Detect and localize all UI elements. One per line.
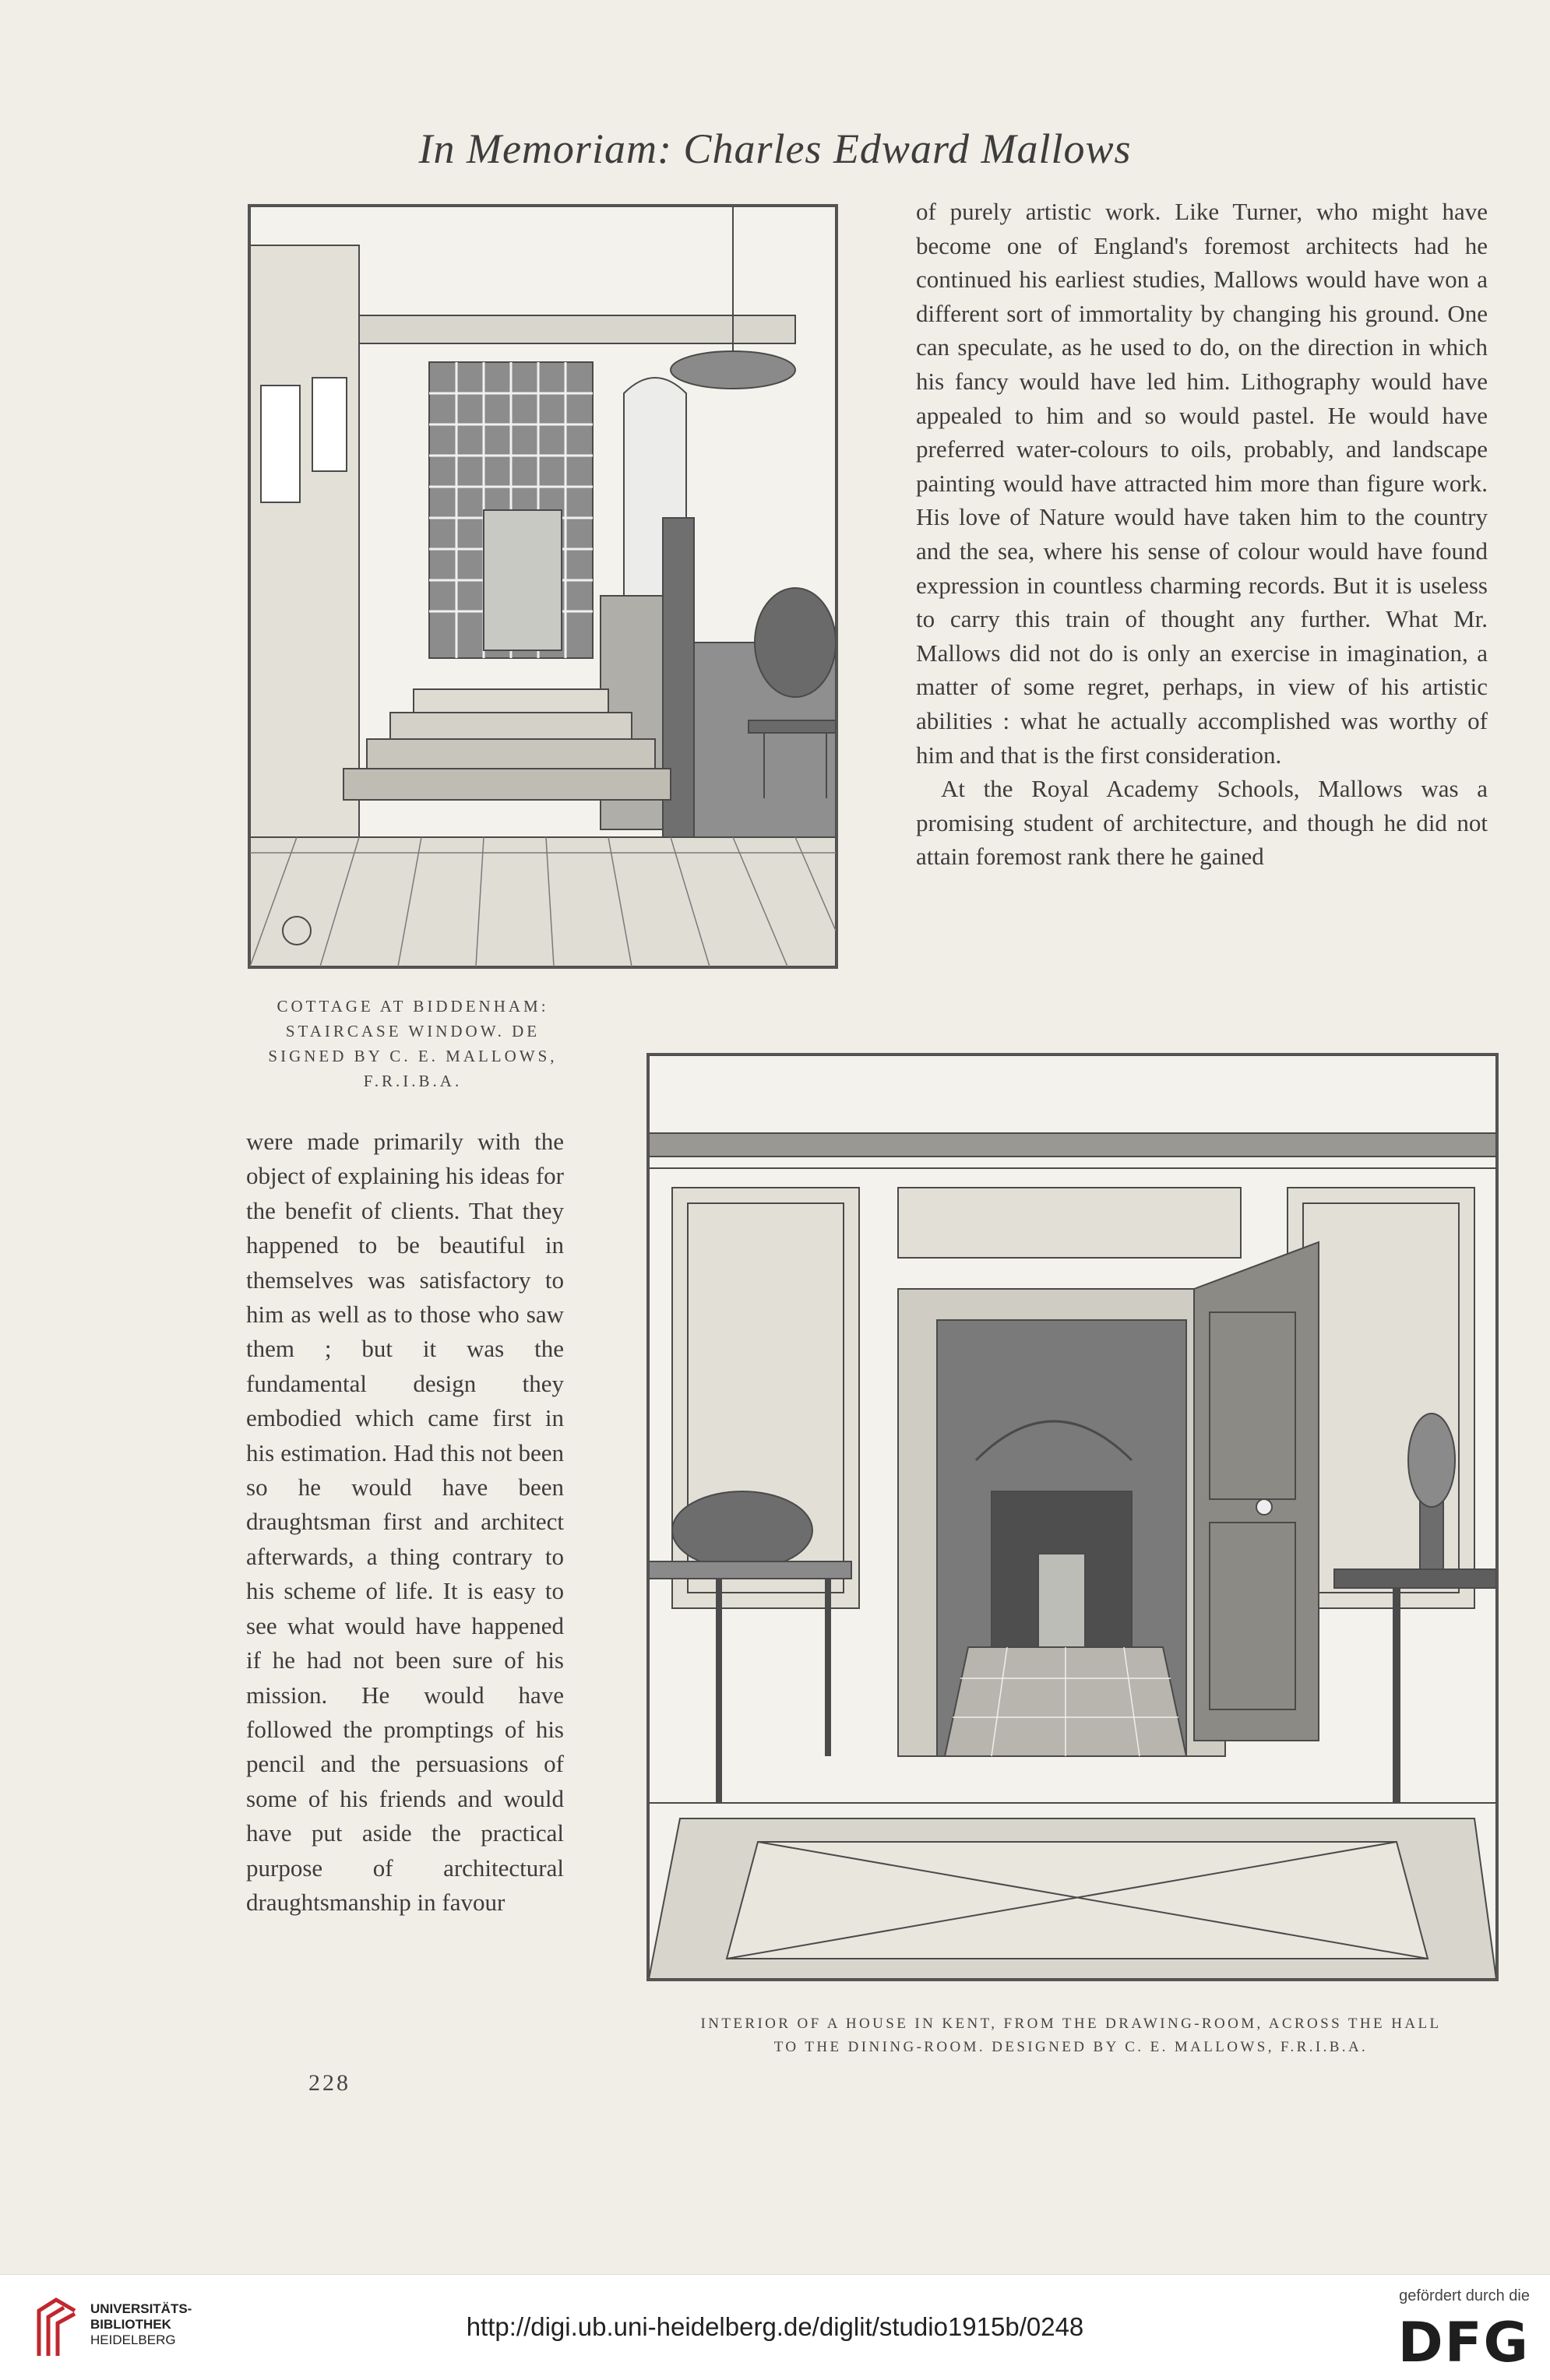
library-name-line: UNIVERSITÄTS- xyxy=(90,2301,192,2316)
caption-line: F.R.I.B.A. xyxy=(363,1072,463,1090)
body-text-left-column xyxy=(246,1125,564,1920)
staircase-window-illustration xyxy=(248,204,838,969)
body-text-right-column xyxy=(916,195,1488,874)
caption-line: STAIRCASE WINDOW. DE xyxy=(285,1022,541,1040)
dfg-logo: DFG xyxy=(1397,2311,1530,2375)
funder-label: gefördert durch die xyxy=(1399,2287,1530,2304)
caption-line: COTTAGE AT BIDDENHAM: xyxy=(277,997,549,1016)
caption-line: SIGNED BY C. E. MALLOWS, xyxy=(268,1047,558,1065)
digitization-footer xyxy=(0,2274,1550,2380)
figure-caption-interior xyxy=(639,2012,1503,2059)
caption-line: INTERIOR OF A HOUSE IN KENT, FROM THE DRAWING-ROOM, ACROSS THE HALL xyxy=(700,2016,1442,2032)
library-name-line: BIBLIOTHEK xyxy=(90,2317,171,2332)
paragraph: At the Royal Academy Schools, Mallows was a promising student of architecture, and though he did not attain foremost rank there he gained xyxy=(916,775,1488,871)
running-title: In Memoriam: Charles Edward Mallows xyxy=(418,125,1132,172)
page-number: 228 xyxy=(308,2070,351,2096)
figure-caption-staircase xyxy=(248,994,578,1093)
paragraph: were made primarily with the object of explaining his ideas for the benefit of clients. That they happened to be beautiful in themselves was satisfactory to him as well as to those who saw them ; but it was the fundamental design they embodied which came first in his estimation. Had this not been so he would have been draughtsman first and architect afterwards, a thing contrary to his scheme of life. It is easy to see what would have happened if he had not been sure of his mission. He would have followed the promptings of his pencil and the persuasions of some of his friends and would have put aside the practical purpose of architectural draughtsmanship in favour xyxy=(246,1128,564,1916)
library-name-line: HEIDELBERG xyxy=(90,2332,176,2347)
interior-house-kent-illustration xyxy=(646,1053,1499,1981)
caption-line: TO THE DINING-ROOM. DESIGNED BY C. E. MALLOWS, F.R.I.B.A. xyxy=(773,2039,1369,2055)
paragraph: of purely artistic work. Like Turner, who might have become one of England's foremost architects had he continued his earliest studies, Mallows would have won a different sort of immortality by changing his ground. One can speculate, as he used to do, on the direction in which his fancy would have led him. Lithography would have appealed to him and so would pastel. He would have preferred water-colours to oils, probably, and landscape painting would have attracted him more than figure work. His love of Nature would have taken him to the country and the sea, where his sense of colour would have found expression in countless charming records. But it is useless to carry this train of thought any further. What Mr. Mallows did not do is only an exercise in imagination, a matter of some regret, perhaps, in view of his artistic abilities : what he actually accomplished was worthy of him and that is the first consideration. xyxy=(916,198,1488,769)
source-url-link[interactable]: http://digi.ub.uni-heidelberg.de/diglit/studio1915b/0248 xyxy=(466,2312,1084,2341)
